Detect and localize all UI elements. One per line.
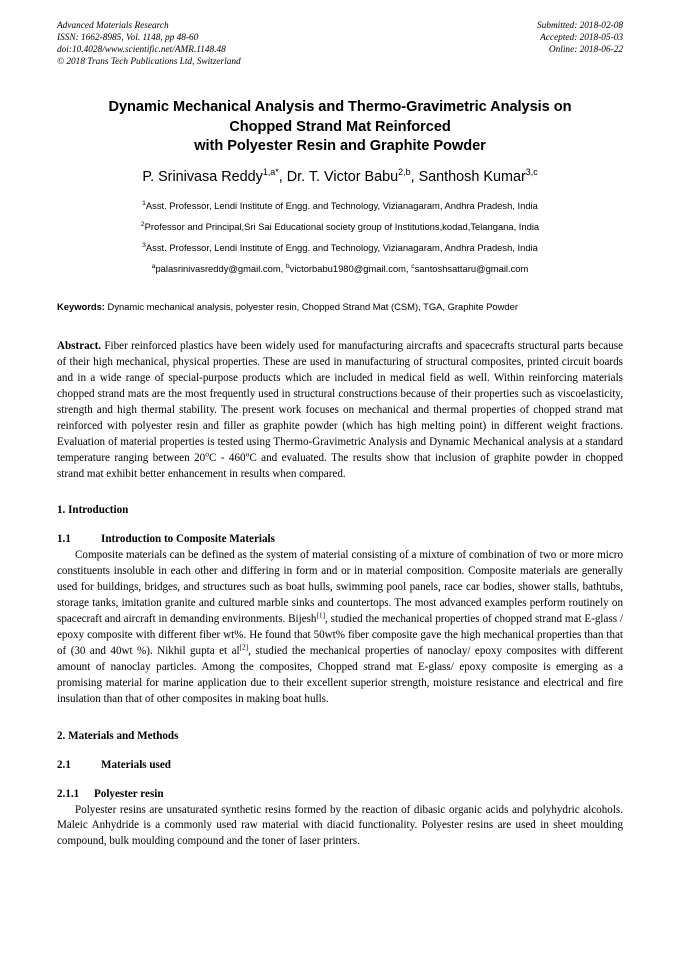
abstract-text-part-3: C and evaluated. The results show that inclusion of graphite powder in chopped strand mat exhibit better enhancement in results when compared.	[57, 451, 623, 480]
paragraph-1-1-text-c: , studied the mechanical properties of nanoclay/ epoxy composites with different amount of nanoclay particles. Among the composites, Chopped strand mat E-glass/ epoxy composite is emerging as a promising material for marine application due to their excellent superior strength, moisture resistance and electrical and fire insulation than that of other composites in making boat hulls.	[57, 644, 623, 705]
journal-name: Advanced Materials Research	[57, 21, 169, 31]
affiliation-1	[57, 195, 623, 216]
paragraph-1-1-text-b: , studied the mechanical properties of chopped strand mat E-glass / epoxy composite with different fiber wt%. He found that 50wt% fiber composite gave the high mechanical properties than that of (30 and 40wt %). Nikhil gupta et al	[57, 613, 623, 657]
journal-copyright: © 2018 Trans Tech Publications Ltd, Switzerland	[57, 56, 241, 67]
keywords-block	[57, 300, 623, 314]
affiliation-marker-3: 3	[142, 241, 146, 249]
journal-header-right	[537, 21, 623, 57]
email-address-1[interactable]: palasrinivasreddy@gmail.com	[155, 263, 281, 275]
author-marker-1: 1,a*	[262, 166, 279, 177]
section-heading-2-1	[57, 758, 623, 773]
section-title-2-1: Materials used	[101, 758, 171, 771]
section-number-2-1-1: 2.1.1	[57, 787, 80, 800]
reference-marker-1: [1]	[316, 610, 326, 620]
affiliation-text-2: Professor and Principal,Sri Sai Educational society group of Institutions,kodad,Telangana, India	[144, 220, 540, 232]
paragraph-2-1-1: Polyester resins are unsaturated synthetic resins formed by the reaction of dibasic organic acids and polyhydric alcohols. Maleic Anhydride is a commonly used raw material with diacid functionality. Polyester resins are used in sheet moulding compound, bulk moulding compound and the toner of laser printers.	[57, 803, 623, 848]
section-number-2-1: 2.1	[57, 758, 71, 771]
abstract-label: Abstract.	[57, 340, 102, 353]
author-separator-1: ,	[278, 168, 287, 185]
author-name-3: Santhosh Kumar	[418, 168, 526, 185]
abstract-text-part-2: C - 460	[208, 451, 246, 464]
email-separator-2: ,	[405, 263, 412, 275]
email-separator-1: ,	[280, 263, 286, 275]
section-number-1-1: 1.1	[57, 533, 71, 546]
paper-title-line-3: with Polyester Resin and Graphite Powder	[194, 138, 486, 154]
keywords-text: Dynamic mechanical analysis, polyester resin, Chopped Strand Mat (CSM), TGA, Graphite Powder	[104, 300, 518, 312]
author-marker-2: 2,b	[398, 166, 411, 177]
author-name-2: Dr. T. Victor Babu	[286, 168, 399, 185]
email-marker-2: b	[285, 263, 290, 271]
submitted-date: Submitted: 2018-02-08	[537, 21, 623, 31]
affiliation-marker-1: 1	[142, 199, 146, 207]
email-address-3[interactable]: santoshsattaru@gmail.com	[414, 263, 529, 275]
email-line	[57, 258, 623, 279]
affiliation-text-3: Asst. Professor, Lendi Institute of Engg. and Technology, Vizianagaram, Andhra Pradesh, India	[145, 242, 538, 254]
section-title-2-1-1: Polyester resin	[94, 787, 164, 800]
degree-symbol-2: o	[245, 448, 250, 458]
reference-marker-2: [2]	[239, 642, 249, 652]
affiliation-list	[57, 195, 623, 280]
journal-header	[57, 0, 623, 79]
affiliation-marker-2: 2	[140, 220, 145, 228]
email-address-2[interactable]: victorbabu1980@gmail.com	[289, 263, 406, 275]
abstract-text-part-1: Fiber reinforced plastics have been widely used for manufacturing aircrafts and spacecrafts structural parts because of their high mechanical, physical properties. These are used in manufacturing of structural composites, printed circuit boards and in a wide range of special-purpose products which are included in medical field as well. Within reinforcing materials chopped strand mats are the most frequently used in structural constructions because of their properties such as viscoelasticity, strength and high thermal stability. The present work focuses on mechanical and thermal properties of chopped strand mat reinforced with polyester resin and filler as graphite powder (which has high melting point) in different weight fractions. Evaluation of material properties is tested using Thermo-Gravimetric Analysis and Dynamic Mechanical analysis at a standard temperature ranging between 20	[57, 340, 623, 464]
online-date: Online: 2018-06-22	[548, 44, 623, 55]
paragraph-1-1-text-a: Composite materials can be defined as the system of material consisting of a mixture of combination of two or more micro constituents insoluble in each other and differing in form and or in material composition. Composite materials are generally used for buildings, bridges, and structures such as boat hulls, swimming pool panels, race car bodies, shower stalls, bathtubs, storage tanks, imitation granite and cultured marble sinks and countertops. The most advanced examples perform routinely on spacecraft and aircraft in demanding environments. Bijesh	[57, 549, 623, 626]
paper-title-line-2: Chopped Strand Mat Reinforced	[229, 118, 451, 135]
author-name-1: P. Srinivasa Reddy	[142, 168, 263, 185]
paper-title-line-1: Dynamic Mechanical Analysis and Thermo-Gravimetric Analysis on	[108, 99, 572, 115]
section-heading-1-1	[57, 532, 623, 547]
affiliation-text-1: Asst. Professor, Lendi Institute of Engg. and Technology, Vizianagaram, Andhra Pradesh, India	[145, 199, 538, 211]
accepted-date: Accepted: 2018-05-03	[540, 32, 623, 43]
author-marker-3: 3,c	[525, 166, 538, 177]
degree-symbol-1: o	[205, 448, 209, 458]
page-content	[57, 0, 623, 850]
affiliation-3	[57, 237, 623, 258]
author-separator-2: ,	[410, 168, 419, 185]
section-heading-2-1-1	[57, 787, 623, 802]
section-heading-2: 2. Materials and Methods	[57, 729, 179, 742]
email-marker-1: a	[151, 263, 156, 271]
section-title-1-1: Introduction to Composite Materials	[101, 533, 275, 546]
journal-issn-volume: ISSN: 1662-8985, Vol. 1148, pp 48-60	[57, 32, 199, 43]
affiliation-2	[57, 216, 623, 237]
journal-header-left	[57, 21, 241, 69]
keywords-label: Keywords:	[57, 300, 105, 312]
email-marker-3: c	[411, 263, 415, 271]
paper-title	[57, 98, 623, 157]
paragraph-1-1	[57, 548, 623, 707]
author-list	[57, 168, 623, 186]
abstract-block	[57, 339, 623, 482]
journal-doi: doi:10.4028/www.scientific.net/AMR.1148.48	[57, 44, 226, 55]
section-heading-1: 1. Introduction	[57, 504, 129, 517]
